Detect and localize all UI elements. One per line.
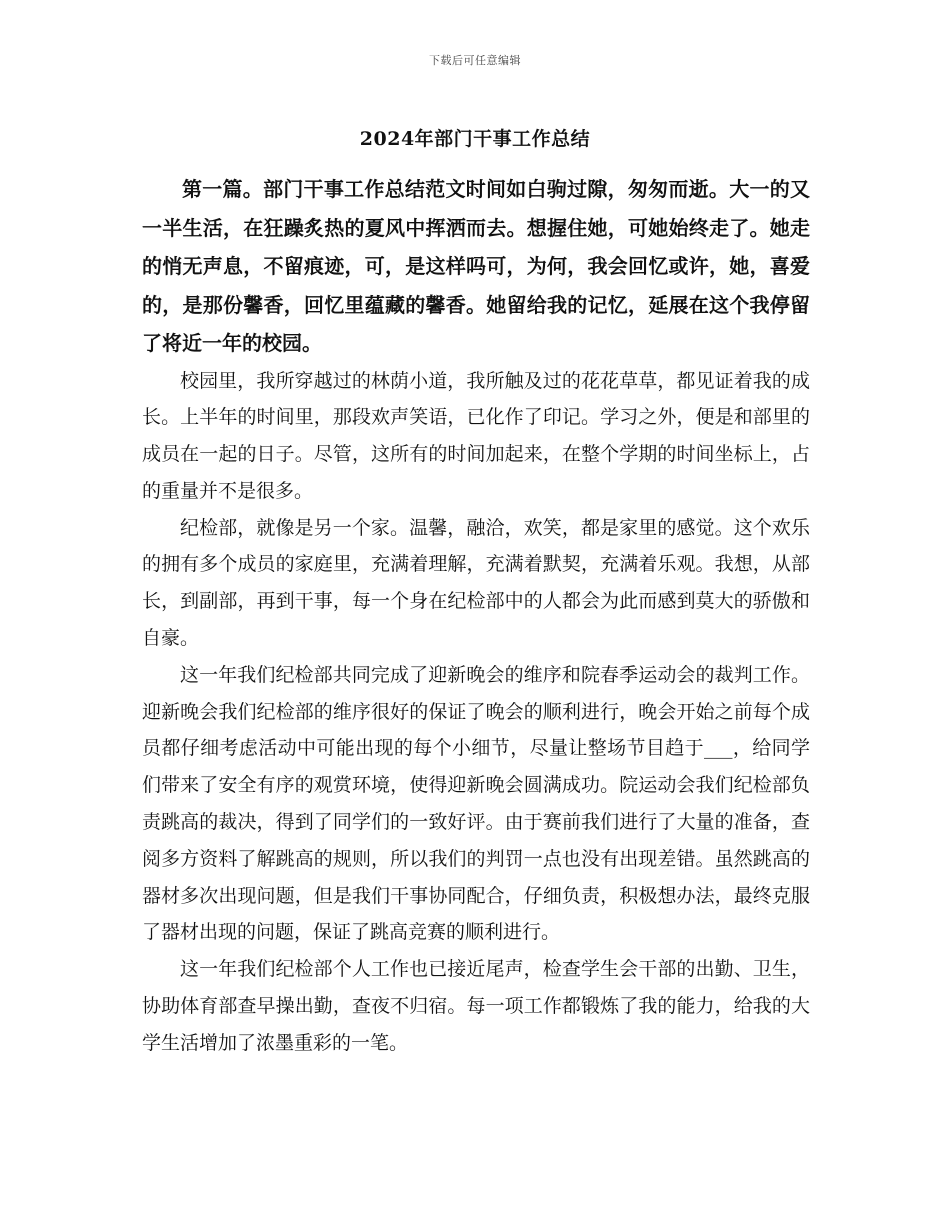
paragraph: 纪检部，就像是另一个家。温馨，融洽，欢笑，都是家里的感觉。这个欢乐的拥有多个成员的家庭里，充满着理解，充满着默契，充满着乐观。我想，从部长，到副部，再到干事，每一个身在纪检部中的人都会为此而感到莫大的骄傲和自豪。 (142, 516, 810, 650)
document-body (142, 170, 810, 1062)
paragraph: 这一年我们纪检部共同完成了迎新晚会的维序和院春季运动会的裁判工作。迎新晚会我们纪检部的维序很好的保证了晚会的顺利进行，晚会开始之前每个成员都仔细考虑活动中可能出现的每个小细节，尽量让整场节目趋于___，给同学们带来了安全有序的观赏环境，使得迎新晚会圆满成功。院运动会我们纪检部负责跳高的裁决，得到了同学们的一致好评。由于赛前我们进行了大量的准备，查阅多方资料了解跳高的规则，所以我们的判罚一点也没有出现差错。虽然跳高的器材多次出现问题，但是我们干事协同配合，仔细负责，积极想办法，最终克服了器材出现的问题，保证了跳高竞赛的顺利进行。 (142, 663, 810, 944)
paragraph: 这一年我们纪检部个人工作也已接近尾声，检查学生会干部的出勤、卫生，协助体育部查早操出勤，查夜不归宿。每一项工作都锻炼了我的能力，给我的大学生活增加了浓墨重彩的一笔。 (142, 958, 810, 1054)
page-header-note: 下载后可任意编辑 (429, 54, 521, 67)
paragraph: 校园里，我所穿越过的林荫小道，我所触及过的花花草草，都见证着我的成长。上半年的时间里，那段欢声笑语，已化作了印记。学习之外，便是和部里的成员在一起的日子。尽管，这所有的时间加起来，在整个学期的时间坐标上，占的重量并不是很多。 (142, 369, 810, 502)
paragraph-lead: 第一篇。部门干事工作总结范文时间如白驹过隙，匆匆而逝。大一的又一半生活，在狂躁炙热的夏风中挥洒而去。想握住她，可她始终走了。她走的悄无声息，不留痕迹，可，是这样吗可，为何，我会回忆或许，她，喜爱的，是那份馨香，回忆里蕴藏的馨香。她留给我的记忆，延展在这个我停留了将近一年的校园。 (142, 177, 810, 355)
document-title: 2024年部门干事工作总结 (359, 128, 591, 150)
